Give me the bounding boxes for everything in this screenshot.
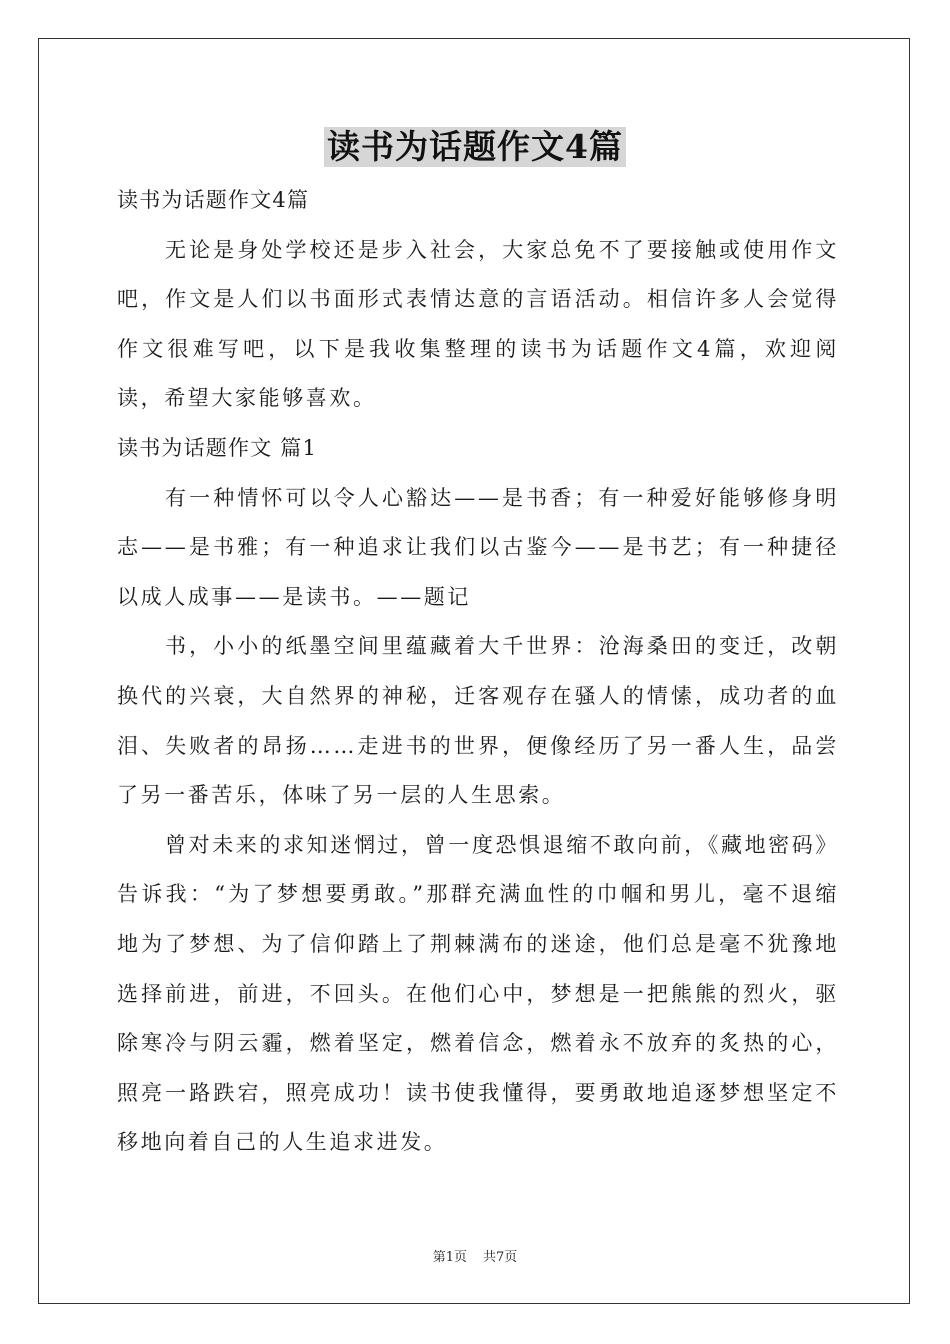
document-subtitle: 读书为话题作文4篇 [117,188,310,212]
page-footer [0,1246,950,1265]
page-title: 读书为话题作文4篇 [324,127,626,167]
title-container [0,127,950,167]
document-body [117,176,839,1168]
page-number: 第1页 [432,1250,467,1265]
body-paragraph-3: 曾对未来的求知迷惘过，曾一度恐惧退缩不敢向前，《藏地密码》告诉我：“为了梦想要勇敢。”那群充满血性的巾帼和男儿，毫不退缩地为了梦想、为了信仰踏上了荆棘满布的迷途，他们总是毫不犹豫地选择前进，前进，不回头。在他们心中，梦想是一把熊熊的烈火，驱除寒冷与阴云霾，燃着坚定，燃着信念，燃着永不放弃的炙热的心，照亮一路跌宕，照亮成功！读书使我懂得，要勇敢地追逐梦想坚定不移地向着自己的人生追求进发。 [117,832,839,1155]
section-heading: 读书为话题作文 篇1 [117,435,318,460]
intro-paragraph: 无论是身处学校还是步入社会，大家总免不了要接触或使用作文吧，作文是人们以书面形式表情达意的言语活动。相信许多人会觉得作文很难写吧，以下是我收集整理的读书为话题作文4篇，欢迎阅读，希望大家能够喜欢。 [117,237,839,411]
page-total: 共7页 [483,1250,518,1265]
body-paragraph-2: 书，小小的纸墨空间里蕴藏着大千世界：沧海桑田的变迁，改朝换代的兴衰，大自然界的神秘，迁客观存在骚人的情愫，成功者的血泪、失败者的昂扬……走进书的世界，便像经历了另一番人生，品尝了另一番苦乐，体味了另一层的人生思索。 [117,634,839,808]
body-paragraph-1: 有一种情怀可以令人心豁达——是书香；有一种爱好能够修身明志——是书雅；有一种追求让我们以古鉴今——是书艺；有一种捷径以成人成事——是读书。——题记 [117,485,839,609]
